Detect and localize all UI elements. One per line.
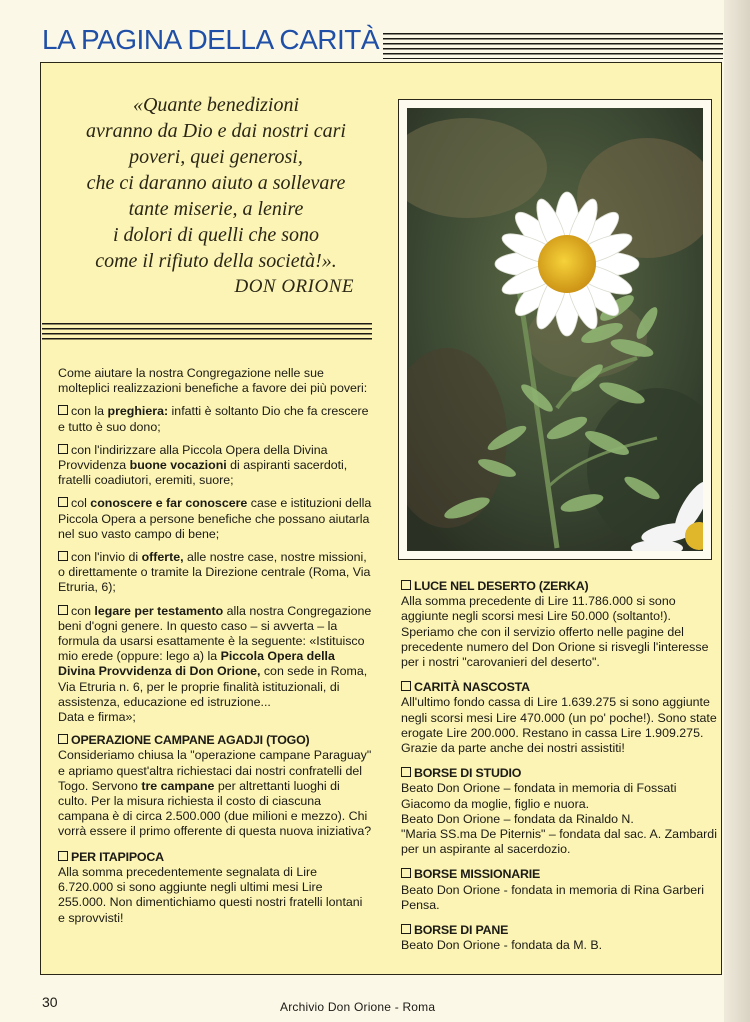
checkbox-square-icon [58,851,68,861]
quote-line: poveri, quei generosi, [129,146,303,168]
page-number: 30 [42,994,58,1010]
section-title: OPERAZIONE CAMPANE AGADJI (TOGO) [58,733,372,748]
quote-author: DON ORIONE [234,276,354,297]
help-item: con la preghiera: infatti è soltanto Dio che fa crescere e tutto è suo dono; [58,404,369,434]
section-title: LUCE NEL DESERTO (ZERKA) [401,579,717,594]
section-luce: LUCE NEL DESERTO (ZERKA) Alla somma precedente di Lire 11.786.000 si sono aggiunte negli scorsi mesi Lire 50.000 (soltanto!). Speriamo che con il servizio offerto nelle pagine del precedente numero del Don Orione si risvegli l'interesse per i nostri "carovanieri del deserto". [401,579,717,670]
section-title: BORSE DI STUDIO [401,766,717,781]
quote-block [56,92,376,300]
section-rules [42,323,372,343]
section-carita: CARITÀ NASCOSTA All'ultimo fondo cassa di Lire 1.639.275 si sono aggiunte negli scorsi mesi Lire 470.000 (un po' poche!). Sono state erogate Lire 200.000. Restano in cassa Lire 1.909.275. Grazie da parte anche dei nostri assistiti! [401,680,717,756]
daisy-illustration [407,108,703,551]
quote-line: avranno da Dio e dai nostri cari [86,120,346,142]
checkbox-square-icon [58,444,68,454]
help-item: con l'invio di offerte, alle nostre case, nostre missioni, o direttamente o tramite la Direzione centrale (Roma, Via Etruria, 6); [58,550,371,595]
title-rules [383,33,723,59]
section-title: PER ITAPIPOCA [58,850,372,865]
help-item: con legare per testamento alla nostra Congregazione beni d'ogni genere. In questo caso – si avverta – la formula da usarsi esattamente è la seguente: «Istituisco mio erede (oppure: lego a) la Piccola Opera della Divina Provvidenza di Don Orione, con sede in Roma, Via Etruria n. 6, per le proprie finalità istituzionali, di assistenza, educazione ed istruzione... Data e firma»; [58,603,372,725]
archive-caption: Archivio Don Orione - Roma [280,1000,436,1014]
intro-text: Come aiutare la nostra Congregazione nelle sue molteplici realizzazioni benefiche a favore dei più poveri: [58,366,368,396]
checkbox-square-icon [401,767,411,777]
page-edge [724,0,750,1022]
right-column [401,579,717,963]
quote-line: tante miserie, a lenire [128,198,304,220]
checkbox-square-icon [401,681,411,691]
section-itapipoca: PER ITAPIPOCA Alla somma precedentemente segnalata di Lire 6.720.000 si sono aggiunte negli ultimi mesi Lire 255.000. Non dimentichiamo questi nostri fratelli lontani e sprovvisti! [58,850,372,926]
help-item: con l'indirizzare alla Piccola Opera della Divina Provvidenza buone vocazioni di aspiranti sacerdoti, fratelli coadiutori, eremiti, suore; [58,442,348,488]
section-title: CARITÀ NASCOSTA [401,680,717,695]
help-item: col conoscere e far conoscere case e istituzioni della Piccola Opera a persone benefiche che possano aiutarla nel suo vasto campo di bene; [58,496,372,541]
section-borse-studio [401,766,717,857]
borsa-entry: "Maria SS.ma De Piternis" – fondata dal sac. A. Zambardi per un aspirante al sacerdozio. [401,827,717,857]
checkbox-square-icon [58,734,68,744]
checkbox-square-icon [58,605,68,615]
borsa-entry: Beato Don Orione – fondata da Rinaldo N. [401,811,634,826]
quote-line: come il rifiuto della società!». [95,250,337,272]
left-column [58,366,372,936]
quote-line: che ci daranno aiuto a sollevare [86,172,346,194]
quote-line: i dolori di quelli che sono [112,224,320,246]
section-title: BORSE MISSIONARIE [401,867,717,882]
page-title: LA PAGINA DELLA CARITÀ [42,24,380,55]
borsa-entry: Beato Don Orione – fondata in memoria di Fossati Giacomo da moglie, figlio e nuora. [401,781,677,811]
checkbox-square-icon [401,924,411,934]
checkbox-square-icon [401,580,411,590]
checkbox-square-icon [58,551,68,561]
quote-line: «Quante benedizioni [132,94,300,116]
section-borse-pane: BORSE DI PANE Beato Don Orione - fondata da M. B. [401,923,717,953]
daisy-photo [407,108,703,551]
checkbox-square-icon [401,868,411,878]
photo-frame [398,99,712,560]
section-campane: OPERAZIONE CAMPANE AGADJI (TOGO) Consideriamo chiusa la "operazione campane Paraguay" e apriamo quest'altra richiestaci dai nostri confratelli del Togo. Servono tre campane per altrettanti luoghi di culto. Per la misura richiesta il costo di ciascuna campana è di circa 2.500.000 (due milioni e mezzo). Chi vorrà essere il primo offerente di questa nuova iniziativa? [58,733,372,839]
checkbox-square-icon [58,497,68,507]
date-signature-text: Data e firma»; [58,710,136,725]
section-title: BORSE DI PANE [401,923,717,938]
checkbox-square-icon [58,405,68,415]
section-borse-missionarie: BORSE MISSIONARIE Beato Don Orione - fondata in memoria di Rina Garberi Pensa. [401,867,717,913]
